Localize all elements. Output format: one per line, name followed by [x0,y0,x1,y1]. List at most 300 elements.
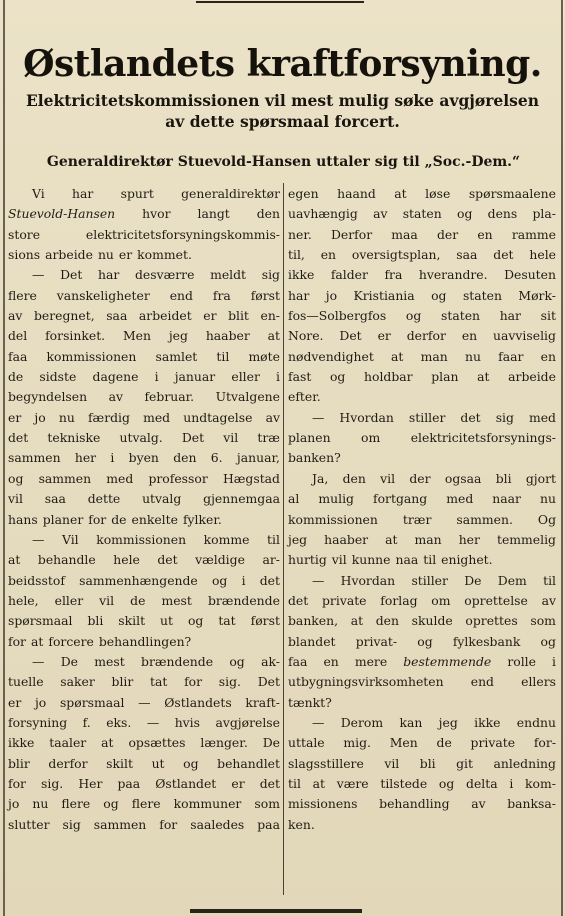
word: med [446,491,474,507]
word: Utvalgene [215,389,280,405]
word: om [431,592,451,608]
word: privat- [355,633,398,649]
word: end [470,674,494,690]
word: beidsstof [8,572,65,588]
word: arbeide [508,369,556,385]
text-line [288,571,556,591]
word: samlet [155,348,198,364]
word: kraft- [245,694,280,710]
word: pla- [532,206,556,222]
word: de [111,511,127,527]
word: trær [402,511,432,527]
word: av [541,592,556,608]
word: vil [223,430,239,446]
word: falder [330,267,368,283]
text-line [8,306,280,326]
word: her [74,450,97,466]
word: behandlet [217,755,280,771]
word: mest [94,653,125,669]
word: og [540,633,556,649]
word: de [130,592,146,608]
word: generaldirektør [181,186,280,201]
word: faa [8,348,28,364]
word: desværre [134,267,195,283]
word: slutter [8,816,50,832]
word: blir [8,755,30,771]
word: sions [8,247,41,263]
word: fylkesbank [452,633,521,649]
word: man [414,531,442,547]
word: fylker. [182,511,222,527]
text-line [288,591,556,611]
word: banksa- [507,796,556,812]
word: hvis [174,714,200,730]
text-line [288,245,556,265]
word: som [530,613,556,629]
word: sig. [218,674,241,690]
word: træ [257,430,280,446]
word: begyndelsen [8,389,88,405]
text-line [288,469,556,489]
word: professor [148,470,208,486]
word: ikke [288,267,315,283]
word: git [456,755,473,771]
word: avgjørelse [215,714,280,730]
word: ken. [288,816,315,832]
word: saaledes [190,816,245,832]
word: — [312,409,325,425]
word: for [184,674,203,690]
word: ut [151,755,165,771]
word: kommissionen [288,511,378,527]
word: Nore. [288,328,324,344]
word: nu [540,491,556,507]
word: Stuevold-Hansen [8,206,116,222]
word: januar [174,369,216,385]
word: nu [464,348,481,364]
word: med [143,409,171,425]
top-rule [196,1,364,3]
word: har [288,287,310,303]
text-line [288,204,556,224]
word: i [552,653,556,669]
word: langt [197,206,230,222]
word: plan [431,369,459,385]
text-line [288,428,556,448]
word: for [88,511,107,527]
word: — [32,653,45,669]
word: flere [8,287,37,303]
word: paa [117,775,141,791]
word: i [276,369,280,385]
word: skulde [411,613,453,629]
word: 6. [210,450,223,466]
word: utvalg. [119,430,163,446]
word: — [32,267,45,283]
word: brændende [207,592,280,608]
word: oprettelse [464,592,528,608]
word: her [458,531,480,547]
word: — [312,714,325,730]
word: februar. [144,389,195,405]
word: jeg [288,531,308,547]
word: mere [354,653,388,669]
word: for- [533,735,556,751]
text-line [8,591,280,611]
word: til, [288,247,305,263]
word: ner. [288,226,312,242]
word: først [250,613,280,629]
word: elektricitetsforsynings- [410,430,556,446]
word: eks. [106,714,132,730]
word: til [267,531,280,547]
text-line [8,733,280,753]
word: det [157,552,178,568]
text-line [288,225,556,245]
word: og [187,613,204,629]
text-line [288,672,556,692]
word: den [256,206,280,222]
word: fra [384,267,403,283]
word: bli [495,470,512,486]
word: hele, [8,592,39,608]
text-line [8,286,280,306]
text-line [8,245,280,265]
word: Men [122,328,151,344]
word: private [322,592,367,608]
word: en [461,328,478,344]
text-line [8,469,280,489]
word: sig [495,409,514,425]
word: at [8,552,21,568]
word: har [72,186,94,201]
word: en- [260,308,280,324]
text-line [8,815,280,835]
text-line [8,530,280,550]
word: utbygningsvirksomheten [288,674,444,690]
word: oprettes [465,613,518,629]
word: en [540,348,556,364]
word: ikke [474,714,501,730]
word: end [169,287,193,303]
word: til [216,348,230,364]
word: staten [402,206,442,222]
word: er [8,694,22,710]
word: vil [8,491,23,507]
word: fos—Solbergfos [288,308,387,324]
word: at [267,328,280,344]
word: saa [44,491,66,507]
word: og [417,633,433,649]
text-line [288,530,556,550]
word: uavhængig [288,206,358,222]
word: blit [228,308,249,324]
word: for [159,816,178,832]
word: Hvordan [340,572,396,588]
word: byen [128,450,159,466]
word: naa [395,552,419,568]
text-line [8,672,280,692]
word: vanskeligheter [56,287,150,303]
word: planen [288,430,331,446]
word: — [312,572,325,588]
word: faar [498,348,524,364]
word: nu [97,247,114,263]
word: med [528,409,556,425]
word: og [229,653,245,669]
word: — [32,531,45,547]
text-line [288,815,556,835]
text-line [8,774,280,794]
text-line [288,387,556,407]
word: forsinket. [45,328,106,344]
text-line [8,225,280,245]
text-line [8,510,280,530]
word: Og [537,511,556,527]
word: sammenhængende [79,572,198,588]
word: behandling [379,796,450,812]
word: forcere [48,633,94,649]
subheadline: Elektricitetskommissionen vil mest mulig søke avgjørelsen av dette spørsmaal forcert. [25,91,540,131]
word: at [394,186,407,201]
word: private [470,735,516,751]
word: den [342,470,366,486]
text-line [288,448,556,468]
word: om [361,430,381,446]
word: kommet. [137,247,192,263]
word: stiller [408,409,446,425]
text-line [8,326,280,346]
word: jo [34,409,46,425]
word: kommissionen [46,348,137,364]
word: som [254,796,280,812]
word: av [108,389,123,405]
word: paa [257,816,280,832]
word: kommissionen [96,531,187,547]
word: i [241,572,246,588]
word: stiller [411,572,448,588]
text-line [8,347,280,367]
word: Hvordan [339,409,394,425]
word: skilt [118,613,146,629]
text-line [8,754,280,774]
word: taaler [49,735,87,751]
word: al [288,491,300,507]
word: hurtig [288,552,327,568]
word: det [288,592,309,608]
word: de [8,369,24,385]
word: sammen. [456,511,513,527]
word: at [391,348,404,364]
word: nu [58,409,75,425]
word: uavviselig [493,328,556,344]
word: være [336,775,369,791]
text-line [288,733,556,753]
word: enighet. [441,552,493,568]
word: det [493,247,514,263]
text-line [8,550,280,570]
word: og [183,755,199,771]
text-line [288,550,556,570]
word: nødvendighet [288,348,374,364]
word: enkelte [131,511,178,527]
word: arbeide [45,247,93,263]
word: til [288,775,301,791]
word: og [456,206,473,222]
word: er [118,247,133,263]
word: Det [339,328,362,344]
word: maa [391,226,418,242]
text-line [288,693,556,713]
text-line [8,428,280,448]
word: kom- [525,775,556,791]
text-line [288,510,556,530]
word: det [259,775,280,791]
text-line [288,184,556,204]
word: av [265,409,280,425]
word: De [262,735,280,751]
text-line [288,265,556,285]
word: bli [87,613,104,629]
word: tat [150,674,168,690]
word: Kristiania [353,287,415,303]
word: planer [42,511,84,527]
word: jo [325,287,338,303]
word: en [323,653,339,669]
text-line [8,611,280,631]
word: Vi [32,186,45,201]
text-line [288,286,556,306]
word: blandet [288,633,336,649]
word: store [8,226,41,242]
word: sig [62,816,81,832]
word: for [8,633,26,649]
word: jeg [438,714,458,730]
word: Her [78,775,103,791]
word: i [110,450,115,466]
word: en [477,226,493,242]
text-line [8,367,280,387]
word: det [8,430,29,446]
text-line [8,448,280,468]
word: mulig [318,491,354,507]
text-line [288,408,556,428]
text-line [288,713,556,733]
word: hvor [142,206,171,222]
word: jo [8,796,20,812]
word: av [8,308,23,324]
word: Derom [340,714,384,730]
word: flere [61,796,91,812]
text-line [8,265,280,285]
word: derfor [406,328,446,344]
word: til [423,552,437,568]
word: delta [466,775,498,791]
word: del [8,328,28,344]
text-line [288,774,556,794]
word: behandle [37,552,96,568]
word: Hægstad [222,470,280,486]
word: missionens [288,796,358,812]
word: en [320,247,337,263]
word: tekniske [47,430,101,446]
word: — [138,694,151,710]
word: de [436,735,452,751]
word: for [8,775,26,791]
word: og [405,308,422,324]
word: hans [8,511,38,527]
word: saa [456,247,478,263]
word: dagene [92,369,139,385]
word: av [471,796,486,812]
word: sidste [39,369,77,385]
word: arbeidet [138,308,192,324]
word: beregnet, [33,308,95,324]
word: egen [288,186,319,201]
word: ar- [262,552,280,568]
headline: Østlandets kraftforsyning. [23,43,542,85]
word: hele [113,552,140,568]
word: komme [203,531,250,547]
word: vil [331,552,347,568]
word: med [106,470,134,486]
word: tilstede [380,775,428,791]
word: ellers [521,674,556,690]
word: fra [212,287,231,303]
word: vil [384,755,400,771]
word: spurt [120,186,154,201]
word: man [420,348,448,364]
text-line [288,347,556,367]
word: haaber [205,328,250,344]
word: dette [87,491,121,507]
text-line [8,632,280,652]
word: De [464,572,482,588]
word: hverandre. [418,267,488,283]
word: flere [131,796,161,812]
bottom-rule [190,909,362,913]
word: Det [60,267,83,283]
word: faa [288,653,308,669]
text-column-left [8,184,280,835]
word: ogsaa [444,470,482,486]
word: Ja, [312,470,329,486]
word: saker [60,674,95,690]
text-line [8,652,280,672]
text-line [288,326,556,346]
word: temmelig [496,531,556,547]
word: og [103,796,119,812]
word: f. [82,714,91,730]
word: kommuner [173,796,242,812]
word: det [460,409,481,425]
word: gjennemgaa [203,491,280,507]
text-line [8,693,280,713]
word: vældige [195,552,245,568]
word: banken, [288,613,339,629]
word: Dem [497,572,527,588]
word: derfor [48,755,88,771]
word: er [377,328,391,344]
word: at [350,613,364,629]
word: efter. [288,389,321,405]
text-column-right [288,184,556,835]
word: slagsstillere [288,755,364,771]
word: i [154,369,159,385]
word: forlag [380,592,418,608]
word: staten [440,308,481,324]
word: tat [218,613,236,629]
